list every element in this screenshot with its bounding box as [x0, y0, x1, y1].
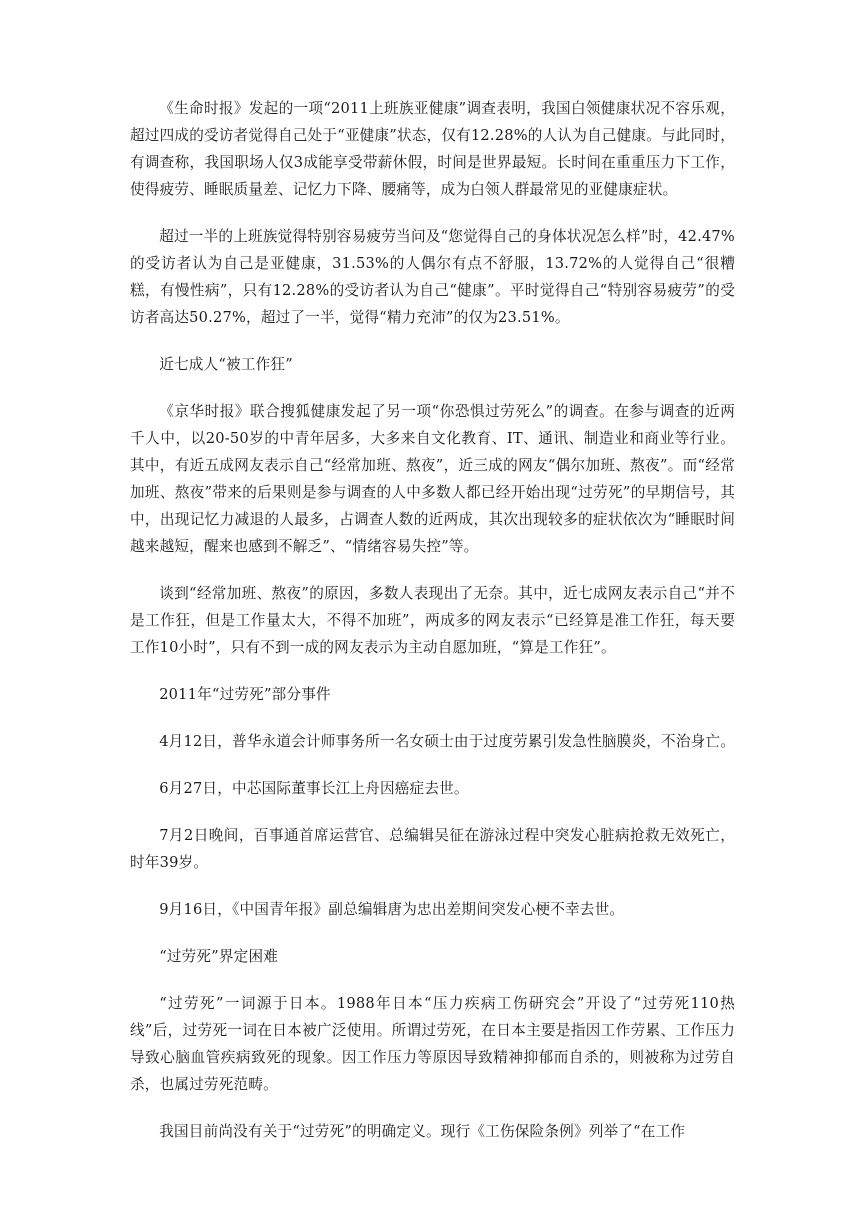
paragraph-karoshi-origin: “过劳死”一词源于日本。1988年日本“压力疾病工伤研究会”开设了“过劳死110热线”后，过劳死一词在日本被广泛使用。所谓过劳死，在日本主要是指因工作劳累、工作压力导致心脑血管疾病致死的现象。因工作压力等原因导致精神抑郁而自杀的，则被称为过劳自杀，也属过劳死范畴。: [130, 995, 735, 1093]
event-item-apr-12: 4月12日，普华永道会计师事务所一名女硕士由于过度劳累引发急性脑膜炎，不治身亡。: [159, 733, 736, 750]
paragraph-survey-intro: 《生命时报》发起的一项“2011上班族亚健康”调查表明，我国白领健康状况不容乐观，超过四成的受访者觉得自己处于“亚健康”状态，仅有12.28%的人认为自己健康。与此同时，有调查称，我国职场人仅3成能享受带薪休假，时间是世界最短。长时间在重重压力下工作，使得疲劳、睡眠质量差、记忆力下降、腰痛等，成为白领人群最常见的亚健康症状。: [130, 100, 735, 198]
paragraph-china-definition: 我国目前尚没有关于“过劳死”的明确定义。现行《工伤保险条例》列举了“在工作: [159, 1123, 686, 1140]
event-item-jul-2: 7月2日晚间，百事通首席运营官、总编辑吴征在游泳过程中突发心脏病抢救无效死亡，时年39岁。: [130, 827, 735, 871]
event-item-jun-27: 6月27日，中芯国际董事长江上舟因癌症去世。: [159, 780, 469, 797]
section-heading-2011-events: 2011年“过劳死”部分事件: [159, 686, 331, 703]
section-heading-workaholic: 近七成人“被工作狂”: [159, 356, 293, 373]
document-page: [130, 95, 735, 1165]
paragraph-overtime-reasons: 谈到“经常加班、熬夜”的原因，多数人表现出了无奈。其中，近七成网友表示自己“并不是工作狂，但是工作量太大，不得不加班”，两成多的网友表示“已经算是准工作狂，每天要工作10小时”，只有不到一成的网友表示为主动自愿加班，“算是工作狂”。: [130, 585, 735, 656]
event-item-sep-16: 9月16日，《中国青年报》副总编辑唐为忠出差期间突发心梗不幸去世。: [159, 901, 625, 918]
section-heading-definition: “过劳死”界定困难: [159, 948, 279, 965]
paragraph-fatigue-stats: 超过一半的上班族觉得特别容易疲劳当问及“您觉得自己的身体状况怎么样”时，42.47%的受访者认为自己是亚健康，31.53%的人偶尔有点不舒服，13.72%的人觉得自己“很糟糕，有慢性病”，只有12.28%的受访者认为自己“健康”。平时觉得自己“特别容易疲劳”的受访者高达50.27%，超过了一半，觉得“精力充沛”的仅为23.51%。: [130, 228, 735, 326]
paragraph-jinghua-survey: 《京华时报》联合搜狐健康发起了另一项“你恐惧过劳死么”的调查。在参与调查的近两千人中，以20-50岁的中青年居多，大多来自文化教育、IT、通讯、制造业和商业等行业。其中，有近五成网友表示自己“经常加班、熬夜”，近三成的网友“偶尔加班、熬夜”。而“经常加班、熬夜”带来的后果则是参与调查的人中多数人都已经开始出现“过劳死”的早期信号，其中，出现记忆力减退的人最多，占调查人数的近两成，其次出现较多的症状依次为“睡眠时间越来越短，醒来也感到不解乏”、“情绪容易失控”等。: [130, 403, 735, 555]
